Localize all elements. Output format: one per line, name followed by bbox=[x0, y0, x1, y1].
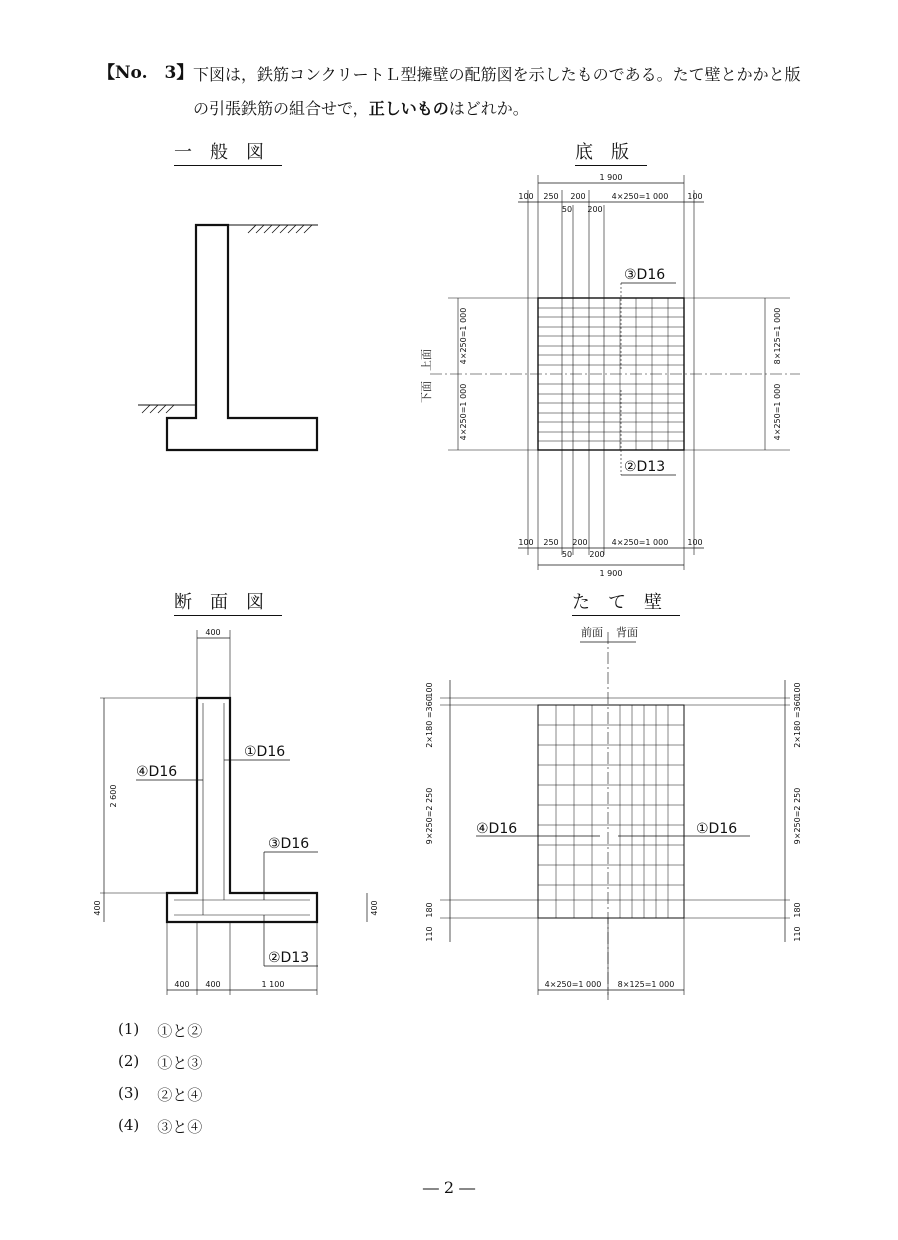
base-total-dim: 1 900 bbox=[599, 173, 623, 182]
wall-right-dim-5: 110 bbox=[793, 926, 802, 942]
general-retaining-wall-outline bbox=[167, 225, 317, 450]
wall-left-dim-2: 2×180 =360 bbox=[425, 696, 434, 748]
section-wall-width: 400 bbox=[205, 628, 221, 637]
section-rebar-1-label: ①D16 bbox=[244, 744, 286, 760]
page-number: ― 2 ― bbox=[422, 1178, 476, 1197]
choice-4-number: (4) bbox=[118, 1116, 140, 1134]
choice-2-number: (2) bbox=[118, 1052, 140, 1070]
wall-left-dim-3: 9×250=2 250 bbox=[425, 787, 434, 845]
choice-1[interactable] bbox=[118, 1020, 202, 1052]
section-rebar-4-label: ④D16 bbox=[136, 764, 178, 780]
base-side-top-label: 上面 bbox=[420, 349, 433, 371]
section-bottom-dim-2: 400 bbox=[205, 980, 221, 989]
base-bottom-dim-3: 200 bbox=[572, 538, 588, 547]
section-bottom-dim-3: 1 100 bbox=[261, 980, 285, 989]
choice-1-text: ①と② bbox=[157, 1022, 203, 1040]
base-sub-dim-2: 200 bbox=[587, 205, 603, 214]
base-top-dim-5: 100 bbox=[687, 192, 703, 201]
wall-bottom-dim-1: 4×250=1 000 bbox=[544, 980, 602, 989]
wall-front-label: 前面 bbox=[581, 626, 603, 639]
choice-3-number: (3) bbox=[118, 1084, 140, 1102]
wall-right-dim-1: 100 bbox=[793, 682, 802, 698]
base-left-dim-2: 4×250=1 000 bbox=[459, 383, 468, 441]
choice-1-number: (1) bbox=[118, 1020, 140, 1038]
wall-rebar-1-label: ①D16 bbox=[696, 821, 738, 837]
wall-rebar-outline bbox=[538, 705, 684, 918]
base-bottom-total: 1 900 bbox=[599, 569, 623, 578]
section-wall-outline bbox=[167, 698, 317, 922]
choice-4-text: ③と④ bbox=[157, 1118, 203, 1136]
base-right-dim-1: 8×125=1 000 bbox=[773, 307, 782, 365]
base-bottom-sub-1: 50 bbox=[561, 550, 573, 559]
base-vertical-extension-lines bbox=[528, 175, 694, 570]
choice-2-text: ①と③ bbox=[157, 1054, 203, 1072]
choice-3-text: ②と④ bbox=[157, 1086, 203, 1104]
base-bottom-sub-2: 200 bbox=[589, 550, 605, 559]
base-right-dim-2: 4×250=1 000 bbox=[773, 383, 782, 441]
wall-figure bbox=[425, 625, 802, 1000]
base-figure bbox=[419, 173, 800, 578]
base-rebar-2-label: ②D13 bbox=[624, 459, 666, 475]
wall-right-dim-3: 9×250=2 250 bbox=[793, 787, 802, 845]
question-number: 【No. 3】 bbox=[98, 63, 194, 83]
choice-2[interactable] bbox=[118, 1052, 202, 1084]
wall-right-dim-2: 2×180 =360 bbox=[793, 696, 802, 748]
question-emphasis: 正しいもの bbox=[368, 99, 449, 118]
section-slab-height-left: 400 bbox=[93, 900, 102, 916]
wall-left-dim-4: 180 bbox=[425, 902, 434, 918]
choice-4[interactable] bbox=[118, 1116, 202, 1148]
base-rebar-3-label: ③D16 bbox=[624, 267, 666, 283]
answer-choices bbox=[118, 1020, 202, 1148]
wall-rebar-grid bbox=[538, 705, 684, 918]
base-bottom-dim-1: 100 bbox=[518, 538, 534, 547]
base-left-dim-1: 4×250=1 000 bbox=[459, 307, 468, 365]
wall-rebar-4-label: ④D16 bbox=[476, 821, 518, 837]
wall-title-text: たて壁 bbox=[572, 592, 680, 616]
general-front-hatch bbox=[142, 405, 174, 413]
wall-left-dim-1: 100 bbox=[425, 682, 434, 698]
base-bottom-dim-4: 4×250=1 000 bbox=[611, 538, 669, 547]
wall-back-label: 背面 bbox=[616, 626, 638, 639]
base-title-text: 底版 bbox=[575, 142, 647, 166]
wall-bottom-dim-2: 8×125=1 000 bbox=[617, 980, 675, 989]
section-bottom-dim-1: 400 bbox=[174, 980, 190, 989]
base-top-dim-1: 100 bbox=[518, 192, 534, 201]
question-line-1: 下図は，鉄筋コンクリートＬ型擁壁の配筋図を示したものである。たて壁とかかと版 bbox=[193, 65, 801, 84]
question-line-2-pre: の引張鉄筋の組合せで， bbox=[193, 99, 369, 118]
section-title-text: 断面図 bbox=[174, 592, 282, 616]
base-top-dim-4: 4×250=1 000 bbox=[611, 192, 669, 201]
base-top-dim-2: 250 bbox=[543, 192, 559, 201]
base-side-bottom-label: 下面 bbox=[420, 381, 433, 403]
base-bottom-dim-5: 100 bbox=[687, 538, 703, 547]
base-top-dim-3: 200 bbox=[570, 192, 586, 201]
general-figure bbox=[138, 225, 318, 450]
question-line-2-post: はどれか。 bbox=[448, 99, 529, 118]
base-sub-dim-1: 50 bbox=[561, 205, 573, 214]
section-height: 2 600 bbox=[109, 784, 118, 808]
section-slab-height-right: 400 bbox=[370, 900, 379, 916]
section-figure bbox=[93, 628, 379, 995]
general-title-text: 一般図 bbox=[174, 142, 282, 166]
section-rebar-2-label: ②D13 bbox=[268, 950, 310, 966]
general-backfill-hatch bbox=[248, 225, 312, 233]
wall-left-dim-5: 110 bbox=[425, 926, 434, 942]
section-rebar-3-label: ③D16 bbox=[268, 836, 310, 852]
wall-right-dim-4: 180 bbox=[793, 902, 802, 918]
choice-3[interactable] bbox=[118, 1084, 202, 1116]
base-bottom-dim-2: 250 bbox=[543, 538, 559, 547]
